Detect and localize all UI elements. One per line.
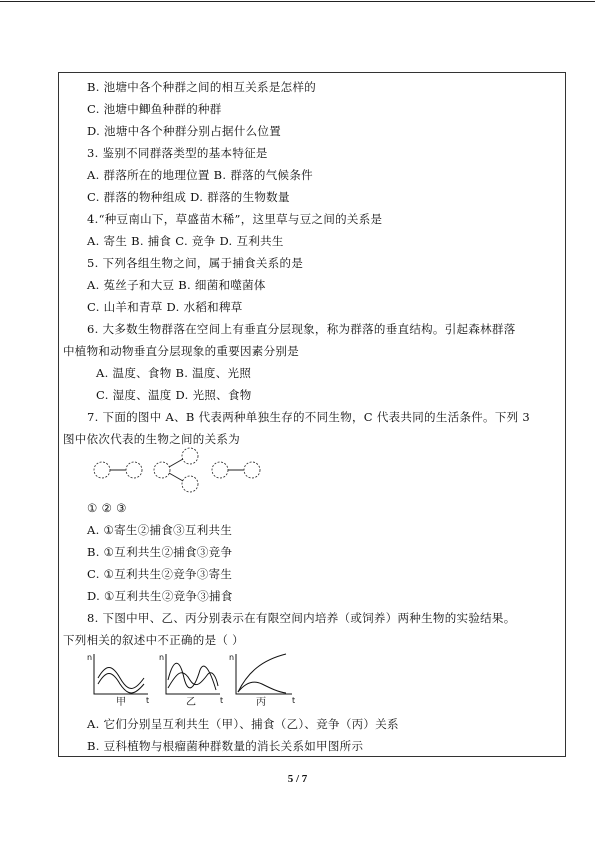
- question-7-line1: 7. 下面的图中 A、B 代表两种单独生存的不同生物，C 代表共同的生活条件。下列 3: [87, 410, 531, 424]
- question-6-line1: 6. 大多数生物群落在空间上有垂直分层现象，称为群落的垂直结构。引起森林群落: [87, 322, 516, 336]
- q8-graphs: [86, 650, 306, 712]
- q7-option-b: B. ①互利共生②捕食③竞争: [87, 545, 233, 559]
- q8-option-b: B. 豆科植物与根瘤菌种群数量的消长关系如甲图所示: [87, 739, 364, 753]
- graph-bing-axis-n: n: [229, 653, 235, 662]
- graph-jia: [94, 654, 148, 694]
- option-d-text: D. 池塘中各个种群分别占据什么位置: [87, 124, 282, 138]
- header-rule: [0, 1, 595, 2]
- q7-diagram-labels: ① ② ③: [87, 501, 127, 515]
- graph-bing: [236, 654, 292, 694]
- option-c-text: C. 池塘中鲫鱼种群的种群: [87, 102, 222, 116]
- graph-jia-axis-n: n: [87, 653, 93, 662]
- q3-options-ab: A. 群落所在的地理位置 B. 群落的气候条件: [87, 168, 313, 182]
- q7-option-c: C. ①互利共生②竞争③寄生: [87, 567, 233, 581]
- q5-options-cd: C. 山羊和青草 D. 水稻和稗草: [87, 300, 243, 314]
- option-b-text: B. 池塘中各个种群之间的相互关系是怎样的: [87, 80, 317, 94]
- question-3: 3. 鉴别不同群落类型的基本特征是: [87, 146, 268, 160]
- q3-options-cd: C. 群落的物种组成 D. 群落的生物数量: [87, 190, 290, 204]
- question-7-line2: 图中依次代表的生物之间的关系为: [63, 432, 240, 446]
- graph-bing-label: 丙: [256, 697, 266, 708]
- q7-diagrams: [90, 448, 270, 498]
- diagram-2: [154, 448, 198, 492]
- q4-options: A. 寄生 B. 捕食 C. 竞争 D. 互利共生: [87, 234, 284, 248]
- q6-options-cd: C. 湿度、温度 D. 光照、食物: [96, 388, 252, 402]
- graph-yi: [166, 654, 220, 694]
- q6-options-ab: A. 温度、食物 B. 温度、光照: [96, 366, 252, 380]
- question-8-line1: 8. 下图中甲、乙、丙分别表示在有限空间内培养（或饲养）两种生物的实验结果。: [87, 611, 516, 625]
- graph-yi-label: 乙: [186, 697, 196, 708]
- q7-option-a: A. ①寄生②捕食③互利共生: [87, 523, 233, 537]
- question-8-line2: 下列相关的叙述中不正确的是（ ）: [63, 633, 244, 647]
- question-6-line2: 中植物和动物垂直分层现象的重要因素分别是: [63, 344, 299, 358]
- q5-options-ab: A. 菟丝子和大豆 B. 细菌和噬菌体: [87, 278, 266, 292]
- graph-bing-axis-t: t: [292, 696, 296, 705]
- q7-option-d: D. ①互利共生②竞争③捕食: [87, 589, 233, 603]
- graph-yi-axis-t: t: [220, 696, 224, 705]
- graph-jia-axis-t: t: [146, 696, 150, 705]
- question-4: 4.“种豆南山下，草盛苗木稀”，这里草与豆之间的关系是: [87, 212, 383, 226]
- q8-option-a: A. 它们分别呈互利共生（甲）、捕食（乙）、竞争（丙）关系: [87, 717, 399, 731]
- graph-jia-label: 甲: [116, 697, 126, 708]
- graph-yi-axis-n: n: [159, 653, 165, 662]
- question-5: 5. 下列各组生物之间，属于捕食关系的是: [87, 256, 304, 270]
- page-number: 5 / 7: [287, 773, 308, 785]
- diagram-2-links: [169, 459, 183, 481]
